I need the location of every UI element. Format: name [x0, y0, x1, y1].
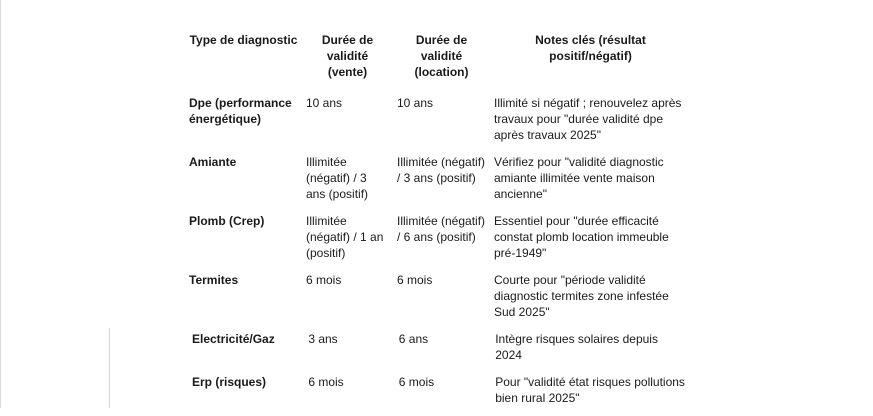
header-type: Type de diagnostic: [189, 33, 298, 47]
cell-notes: Intègre risques solaires depuis 2024: [495, 332, 658, 362]
cell-notes: Illimité si négatif ; renouvelez après travaux pour "durée validité dpe après travaux 2025": [494, 96, 682, 142]
table-row: [185, 153, 691, 203]
diagnostic-validity-table: [185, 31, 691, 416]
cell-rental: Illimitée (négatif) / 3 ans (positif): [397, 155, 486, 185]
table-row: [185, 212, 691, 262]
header-key-notes: Notes clés (résultat positif/négatif): [535, 33, 646, 63]
cell-rental: 10 ans: [397, 96, 434, 110]
cell-sale: 6 mois: [306, 273, 342, 287]
cell-type: Erp (risques): [192, 375, 267, 389]
cell-rental: Illimitée (négatif) / 6 ans (positif): [397, 214, 486, 244]
header-validity-rental: Durée de validité (location): [414, 33, 469, 79]
cell-type: Termites: [189, 273, 239, 287]
table-row: [188, 330, 691, 364]
cell-notes: Essentiel pour "durée efficacité constat plomb location immeuble pré-1949": [494, 214, 669, 260]
cell-notes: Pour "validité état risques pollutions bien rural 2025": [495, 375, 685, 405]
cell-type: Electricité/Gaz: [192, 332, 275, 346]
cell-sale: 3 ans: [308, 332, 338, 346]
cell-sale: Illimitée (négatif) / 1 an (positif): [306, 214, 384, 260]
cell-type: Amiante: [189, 155, 237, 169]
table-row: [188, 373, 691, 407]
cell-sale: Illimitée (négatif) / 3 ans (positif): [306, 155, 369, 201]
table-header-row: [185, 31, 691, 81]
cell-type: Dpe (performance énergétique): [189, 96, 292, 126]
header-validity-sale: Durée de validité (vente): [321, 33, 374, 79]
cell-notes: Vérifiez pour "validité diagnostic amiante illimitée vente maison ancienne": [494, 155, 664, 201]
cell-rental: 6 mois: [398, 375, 435, 389]
margin-divider: [109, 328, 110, 408]
cell-type: Plomb (Crep): [189, 214, 265, 228]
cell-sale: 6 mois: [308, 375, 344, 389]
page-edge-divider: [0, 0, 1, 408]
table-row: [185, 271, 691, 321]
cell-notes: Courte pour "période validité diagnostic termites zone infestée Sud 2025": [494, 273, 669, 319]
cell-sale: 10 ans: [306, 96, 343, 110]
cell-rental: 6 mois: [397, 273, 433, 287]
cell-rental: 6 ans: [398, 332, 429, 346]
table-row: [185, 94, 691, 144]
